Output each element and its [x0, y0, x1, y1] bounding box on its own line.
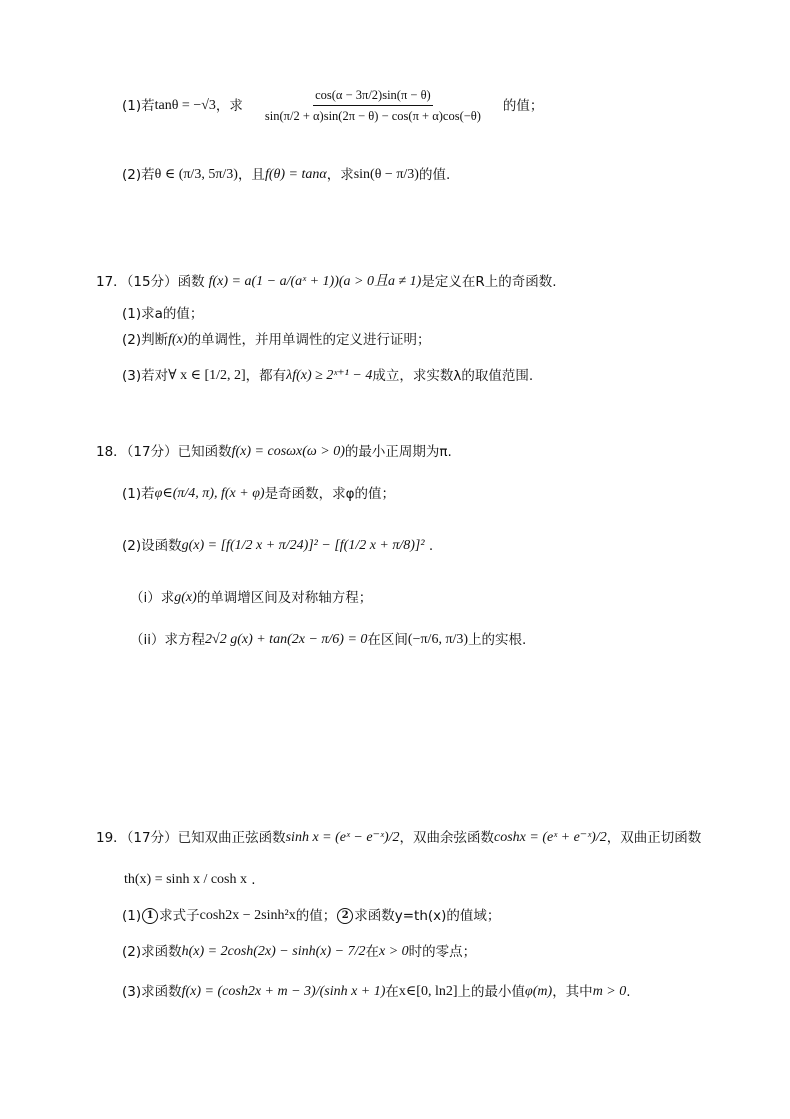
q19-p3-mid2: 上的最小值: [457, 984, 525, 1000]
q17-head: 17．（15分）函数: [96, 274, 205, 290]
q17-part2: [122, 330, 431, 350]
q17-p3-suffix: 成立，求实数λ的取值范围.: [372, 368, 534, 384]
q16-p2-mid: ，且: [237, 167, 265, 183]
q18-p2ii-mid: 在区间: [367, 632, 408, 648]
q17-p1: (1)求a的值；: [122, 306, 204, 322]
q18-p2i-suffix: 的单调增区间及对称轴方程；: [196, 590, 373, 606]
q19-cosh: coshx = (eˣ + e⁻ˣ)/2: [494, 830, 607, 845]
q16-p2-prefix: (2)若: [122, 167, 155, 183]
q19-part1: [122, 906, 500, 926]
q19-p1b-mark: 2: [337, 908, 353, 924]
q19-p1a-mark: 1: [142, 908, 158, 924]
q18-p1-suffix: 是奇函数，求φ的值；: [264, 486, 396, 502]
q19-p1b-text: 求函数y=th(x)的值域；: [354, 908, 501, 924]
q19-th-def: th(x) = sinh x / cosh x .: [124, 872, 256, 888]
q18-part1: [122, 484, 395, 504]
q17-stem: [96, 272, 557, 292]
q16-p1-cond: tanθ = −√3: [154, 97, 216, 113]
q16-p2-suffix: 的值.: [418, 167, 451, 183]
q17-p2-prefix: (2)判断: [122, 332, 169, 348]
q16-p1-prefix: (1)若: [122, 97, 155, 114]
q18-head: 18．（17分）已知函数: [96, 444, 232, 460]
q19-p3-mid: 在: [385, 984, 399, 1000]
q19-p1a-expr: cosh2x − 2sinh²x: [199, 908, 296, 923]
q18-p2i-func: g(x): [174, 590, 197, 605]
q16-p1-mid: ，求: [215, 97, 243, 114]
q19-th: th(x) = sinh x / cosh x: [124, 872, 247, 887]
q18-p2ii-interval: (−π/6, π/3): [407, 632, 469, 647]
q19-p2-mid: 在: [365, 944, 379, 960]
q19-p2-func: h(x) = 2cosh(2x) − sinh(x) − 7/2: [181, 944, 366, 959]
q17-p2-func: f(x): [168, 332, 188, 347]
q19-p1a-suffix: 的值；: [295, 908, 337, 924]
q18-p2ii-prefix: （ii）求方程: [130, 632, 206, 648]
q16-p1-fraction: [245, 86, 501, 125]
q19-p2-prefix: (2)求函数: [122, 944, 182, 960]
q17-p3-ineq: λf(x) ≥ 2ˣ⁺¹ − 4: [286, 368, 373, 383]
q16-p1-suffix: 的值；: [502, 97, 544, 114]
q18-part2-ii: [130, 630, 526, 650]
q19-stem: [96, 828, 701, 848]
q17-p3-cond: ∀ x ∈ [1/2, 2]: [168, 368, 246, 383]
q18-p2ii-eq: 2√2 g(x) + tan(2x − π/6) = 0: [205, 632, 368, 647]
q19-p3-prefix: (3)求函数: [122, 984, 182, 1000]
q19-p3-min: φ(m): [525, 984, 553, 999]
q17-p3-prefix: (3)若对: [122, 368, 169, 384]
q17-part1: [122, 304, 203, 324]
q19-part2: [122, 942, 476, 962]
q17-p2-suffix: 的单调性，并用单调性的定义进行证明；: [187, 332, 431, 348]
q18-part2-i: [130, 588, 372, 608]
q18-p2ii-suffix: 上的实根.: [468, 632, 527, 648]
q16-p1-numerator: cos(α − 3π/2)sin(π − θ): [313, 86, 433, 106]
q16-p2-mid2: ，求: [326, 167, 354, 183]
q19-p3-cond: m > 0: [592, 984, 627, 999]
q18-cond: (ω > 0): [302, 444, 345, 459]
q18-tail: 的最小正周期为π.: [344, 444, 452, 460]
q16-p1-denominator: sin(π/2 + α)sin(2π − θ) − cos(π + α)cos(−θ): [264, 109, 481, 123]
q18-p2i-prefix: （i）求: [130, 590, 175, 606]
q16-part1: [122, 86, 543, 125]
q19-p3-func: f(x) = (cosh2x + m − 3)/(sinh x + 1): [181, 984, 386, 999]
q18-stem: [96, 442, 452, 462]
q19-p2-cond: x > 0: [378, 944, 409, 959]
q19-head: 19．（17分）已知双曲正弦函数: [96, 830, 286, 846]
q19-mid1: ，双曲余弦函数: [399, 830, 494, 846]
q16-p2-cond: θ ∈ (π/3, 5π/3): [154, 167, 238, 182]
q19-p1a-text: 求式子: [159, 908, 200, 924]
q18-p2-func: g(x) = [f(1/2 x + π/24)]² − [f(1/2 x + π/8)]²: [181, 538, 425, 553]
q18-func: f(x) = cosωx: [231, 444, 303, 459]
q18-p1-prefix: (1)若: [122, 486, 155, 502]
q17-func: f(x) = a(1 − a/(aˣ + 1)): [208, 274, 339, 289]
q16-part2: [122, 165, 450, 185]
q18-p1-cond: φ∈(π/4, π), f(x + φ): [154, 486, 265, 501]
q19-p3-mid3: ，其中: [552, 984, 593, 1000]
q19-p3-suffix: .: [626, 984, 631, 1000]
q19-p2-suffix: 时的零点；: [408, 944, 477, 960]
q19-mid2: ，双曲正切函数: [606, 830, 702, 846]
q18-p2-prefix: (2)设函数: [122, 538, 182, 554]
q18-part2: (2)设函数 g(x) = [f(1/2 x + π/24)]² − [f(1/2 x + π/8)]² .: [122, 538, 434, 554]
q19-p3-interval: x∈[0, ln2]: [398, 984, 458, 999]
q17-tail: 是定义在R上的奇函数.: [421, 274, 557, 290]
q16-p2-func: f(θ) = tanα: [264, 167, 327, 182]
q16-p2-target: sin(θ − π/3): [353, 167, 419, 182]
q19-part3: [122, 982, 631, 1002]
q19-sinh: sinh x = (eˣ − e⁻ˣ)/2: [285, 830, 400, 845]
q19-p1a-prefix: (1): [122, 908, 142, 924]
q17-cond: (a > 0且a ≠ 1): [338, 274, 422, 289]
q17-part3: [122, 366, 533, 386]
q17-p3-mid: ，都有: [245, 368, 287, 384]
